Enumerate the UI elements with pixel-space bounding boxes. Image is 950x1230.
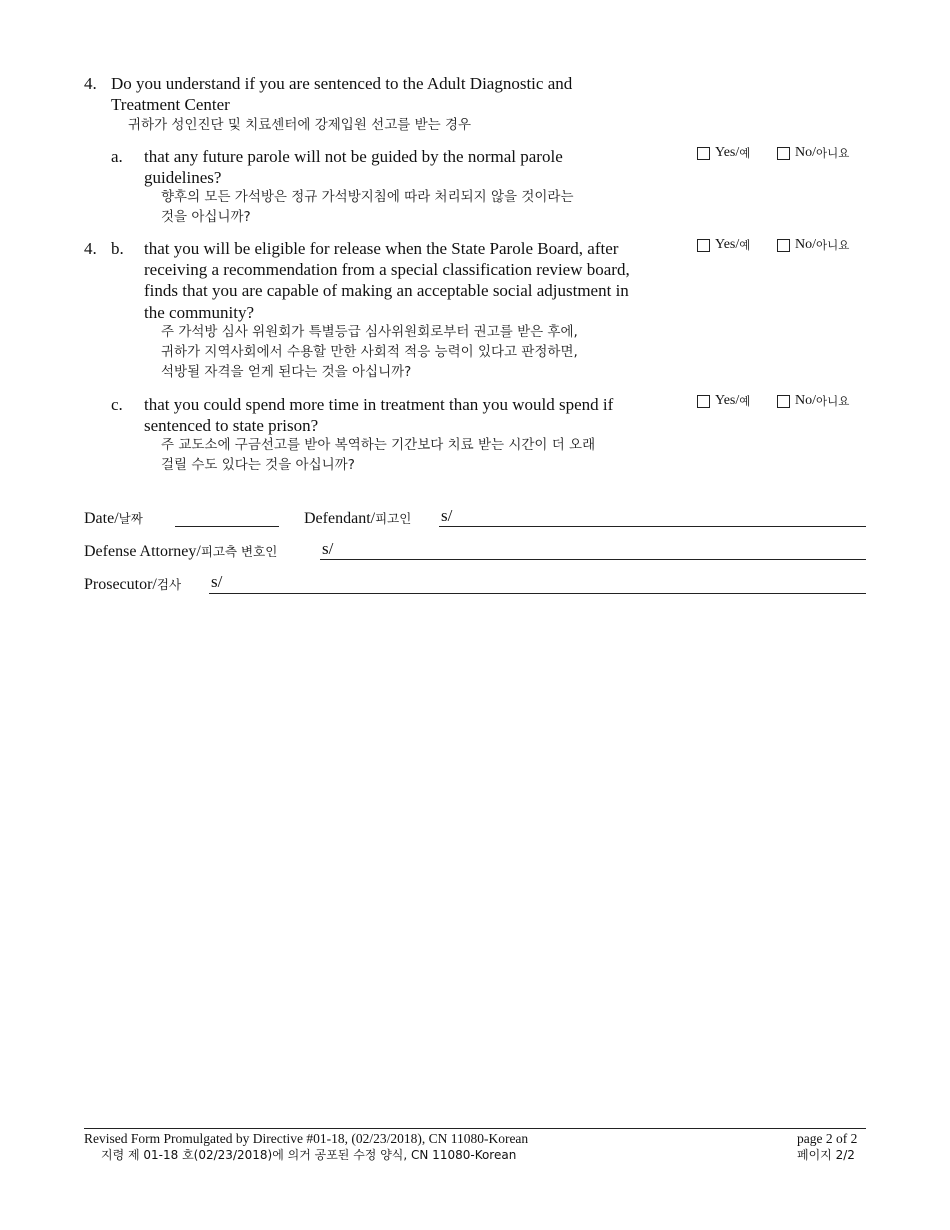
defendant-label <box>304 509 411 528</box>
no-label: No/ <box>795 237 816 252</box>
attorney-signature-value: s/ <box>322 539 334 558</box>
checkbox-box[interactable] <box>777 395 790 408</box>
attorney-signature-field[interactable] <box>320 559 866 560</box>
no-label: No/ <box>795 393 816 408</box>
item-b-korean-1: 주 가석방 심사 위원회가 특별등급 심사위원회로부터 권고를 받은 후에, <box>161 324 578 340</box>
item-a-korean-1: 향후의 모든 가석방은 정규 가석방지침에 따라 처리되지 않을 것이라는 <box>161 189 574 205</box>
defendant-label-en: Defendant/ <box>304 510 376 527</box>
footer-page-number-ko: 페이지 2/2 <box>797 1148 855 1162</box>
yes-label-ko: 예 <box>739 394 751 408</box>
yes-label: Yes/ <box>715 145 740 160</box>
item-b-line-2: receiving a recommendation from a special classification review board, <box>144 260 630 279</box>
yes-label: Yes/ <box>715 393 740 408</box>
no-label-ko: 아니요 <box>816 394 850 408</box>
prosecutor-label-en: Prosecutor/ <box>84 576 157 593</box>
yes-label: Yes/ <box>715 237 740 252</box>
no-label-ko: 아니요 <box>816 146 850 160</box>
item-b-yes-checkbox[interactable] <box>697 237 750 253</box>
item-c-no-checkbox[interactable] <box>777 393 849 409</box>
item-c-line-2: sentenced to state prison? <box>144 416 319 435</box>
date-label-en: Date/ <box>84 510 119 527</box>
no-label-ko: 아니요 <box>816 238 850 252</box>
date-field[interactable] <box>175 526 279 527</box>
footer-form-reference: Revised Form Promulgated by Directive #01-18, (02/23/2018), CN 11080-Korean <box>84 1131 529 1146</box>
question-korean: 귀하가 성인진단 및 치료센터에 강제입원 선고를 받는 경우 <box>128 117 472 133</box>
attorney-label-en: Defense Attorney/ <box>84 543 201 560</box>
prosecutor-signature-value: s/ <box>211 572 223 591</box>
defendant-signature-value: s/ <box>441 506 453 525</box>
no-label: No/ <box>795 145 816 160</box>
item-b-korean-3: 석방될 자격을 얻게 된다는 것을 아십니까? <box>161 364 412 380</box>
item-a-yes-checkbox[interactable] <box>697 145 750 161</box>
defendant-label-ko: 피고인 <box>375 511 412 526</box>
footer-divider <box>84 1128 866 1129</box>
item-b-korean-2: 귀하가 지역사회에서 수용할 만한 사회적 적응 능력이 있다고 판정하면, <box>161 344 578 360</box>
checkbox-box[interactable] <box>697 147 710 160</box>
item-b-line-4: the community? <box>144 303 255 322</box>
item-c-line-1: that you could spend more time in treatment than you would spend if <box>144 395 614 414</box>
item-b-line-1: that you will be eligible for release when the State Parole Board, after <box>144 239 619 258</box>
date-label <box>84 509 143 528</box>
checkbox-box[interactable] <box>777 239 790 252</box>
checkbox-box[interactable] <box>697 395 710 408</box>
attorney-label-ko: 피고측 변호인 <box>200 544 278 559</box>
footer-form-reference-ko: 지령 제 01-18 호(02/23/2018)에 의거 공포된 수정 양식, CN 11080-Korean <box>101 1148 517 1162</box>
item-a-korean-2: 것을 아십니까? <box>161 209 251 225</box>
item-b-prefix: 4. <box>84 239 97 258</box>
yes-label-ko: 예 <box>739 146 751 160</box>
item-a-no-checkbox[interactable] <box>777 145 849 161</box>
item-c-letter: c. <box>111 395 123 414</box>
question-text-line-2: Treatment Center <box>111 95 230 114</box>
item-a-letter: a. <box>111 147 123 166</box>
item-b-no-checkbox[interactable] <box>777 237 849 253</box>
item-c-korean-1: 주 교도소에 구금선고를 받아 복역하는 기간보다 치료 받는 시간이 더 오래 <box>161 437 596 453</box>
yes-label-ko: 예 <box>739 238 751 252</box>
attorney-label <box>84 542 277 561</box>
prosecutor-signature-field[interactable] <box>209 593 866 594</box>
prosecutor-label <box>84 575 181 594</box>
date-label-ko: 날짜 <box>118 511 143 526</box>
item-b-line-3: finds that you are capable of making an acceptable social adjustment in <box>144 281 629 300</box>
item-a-line-2: guidelines? <box>144 168 222 187</box>
footer-page-number: page 2 of 2 <box>797 1131 858 1146</box>
checkbox-box[interactable] <box>777 147 790 160</box>
question-number: 4. <box>84 74 97 93</box>
prosecutor-label-ko: 검사 <box>156 577 182 592</box>
item-b-letter: b. <box>111 239 124 258</box>
checkbox-box[interactable] <box>697 239 710 252</box>
item-c-yes-checkbox[interactable] <box>697 393 750 409</box>
question-text-line-1: Do you understand if you are sentenced to the Adult Diagnostic and <box>111 74 573 93</box>
defendant-signature-field[interactable] <box>439 526 866 527</box>
item-a-line-1: that any future parole will not be guided by the normal parole <box>144 147 563 166</box>
item-c-korean-2: 걸릴 수도 있다는 것을 아십니까? <box>161 457 355 473</box>
